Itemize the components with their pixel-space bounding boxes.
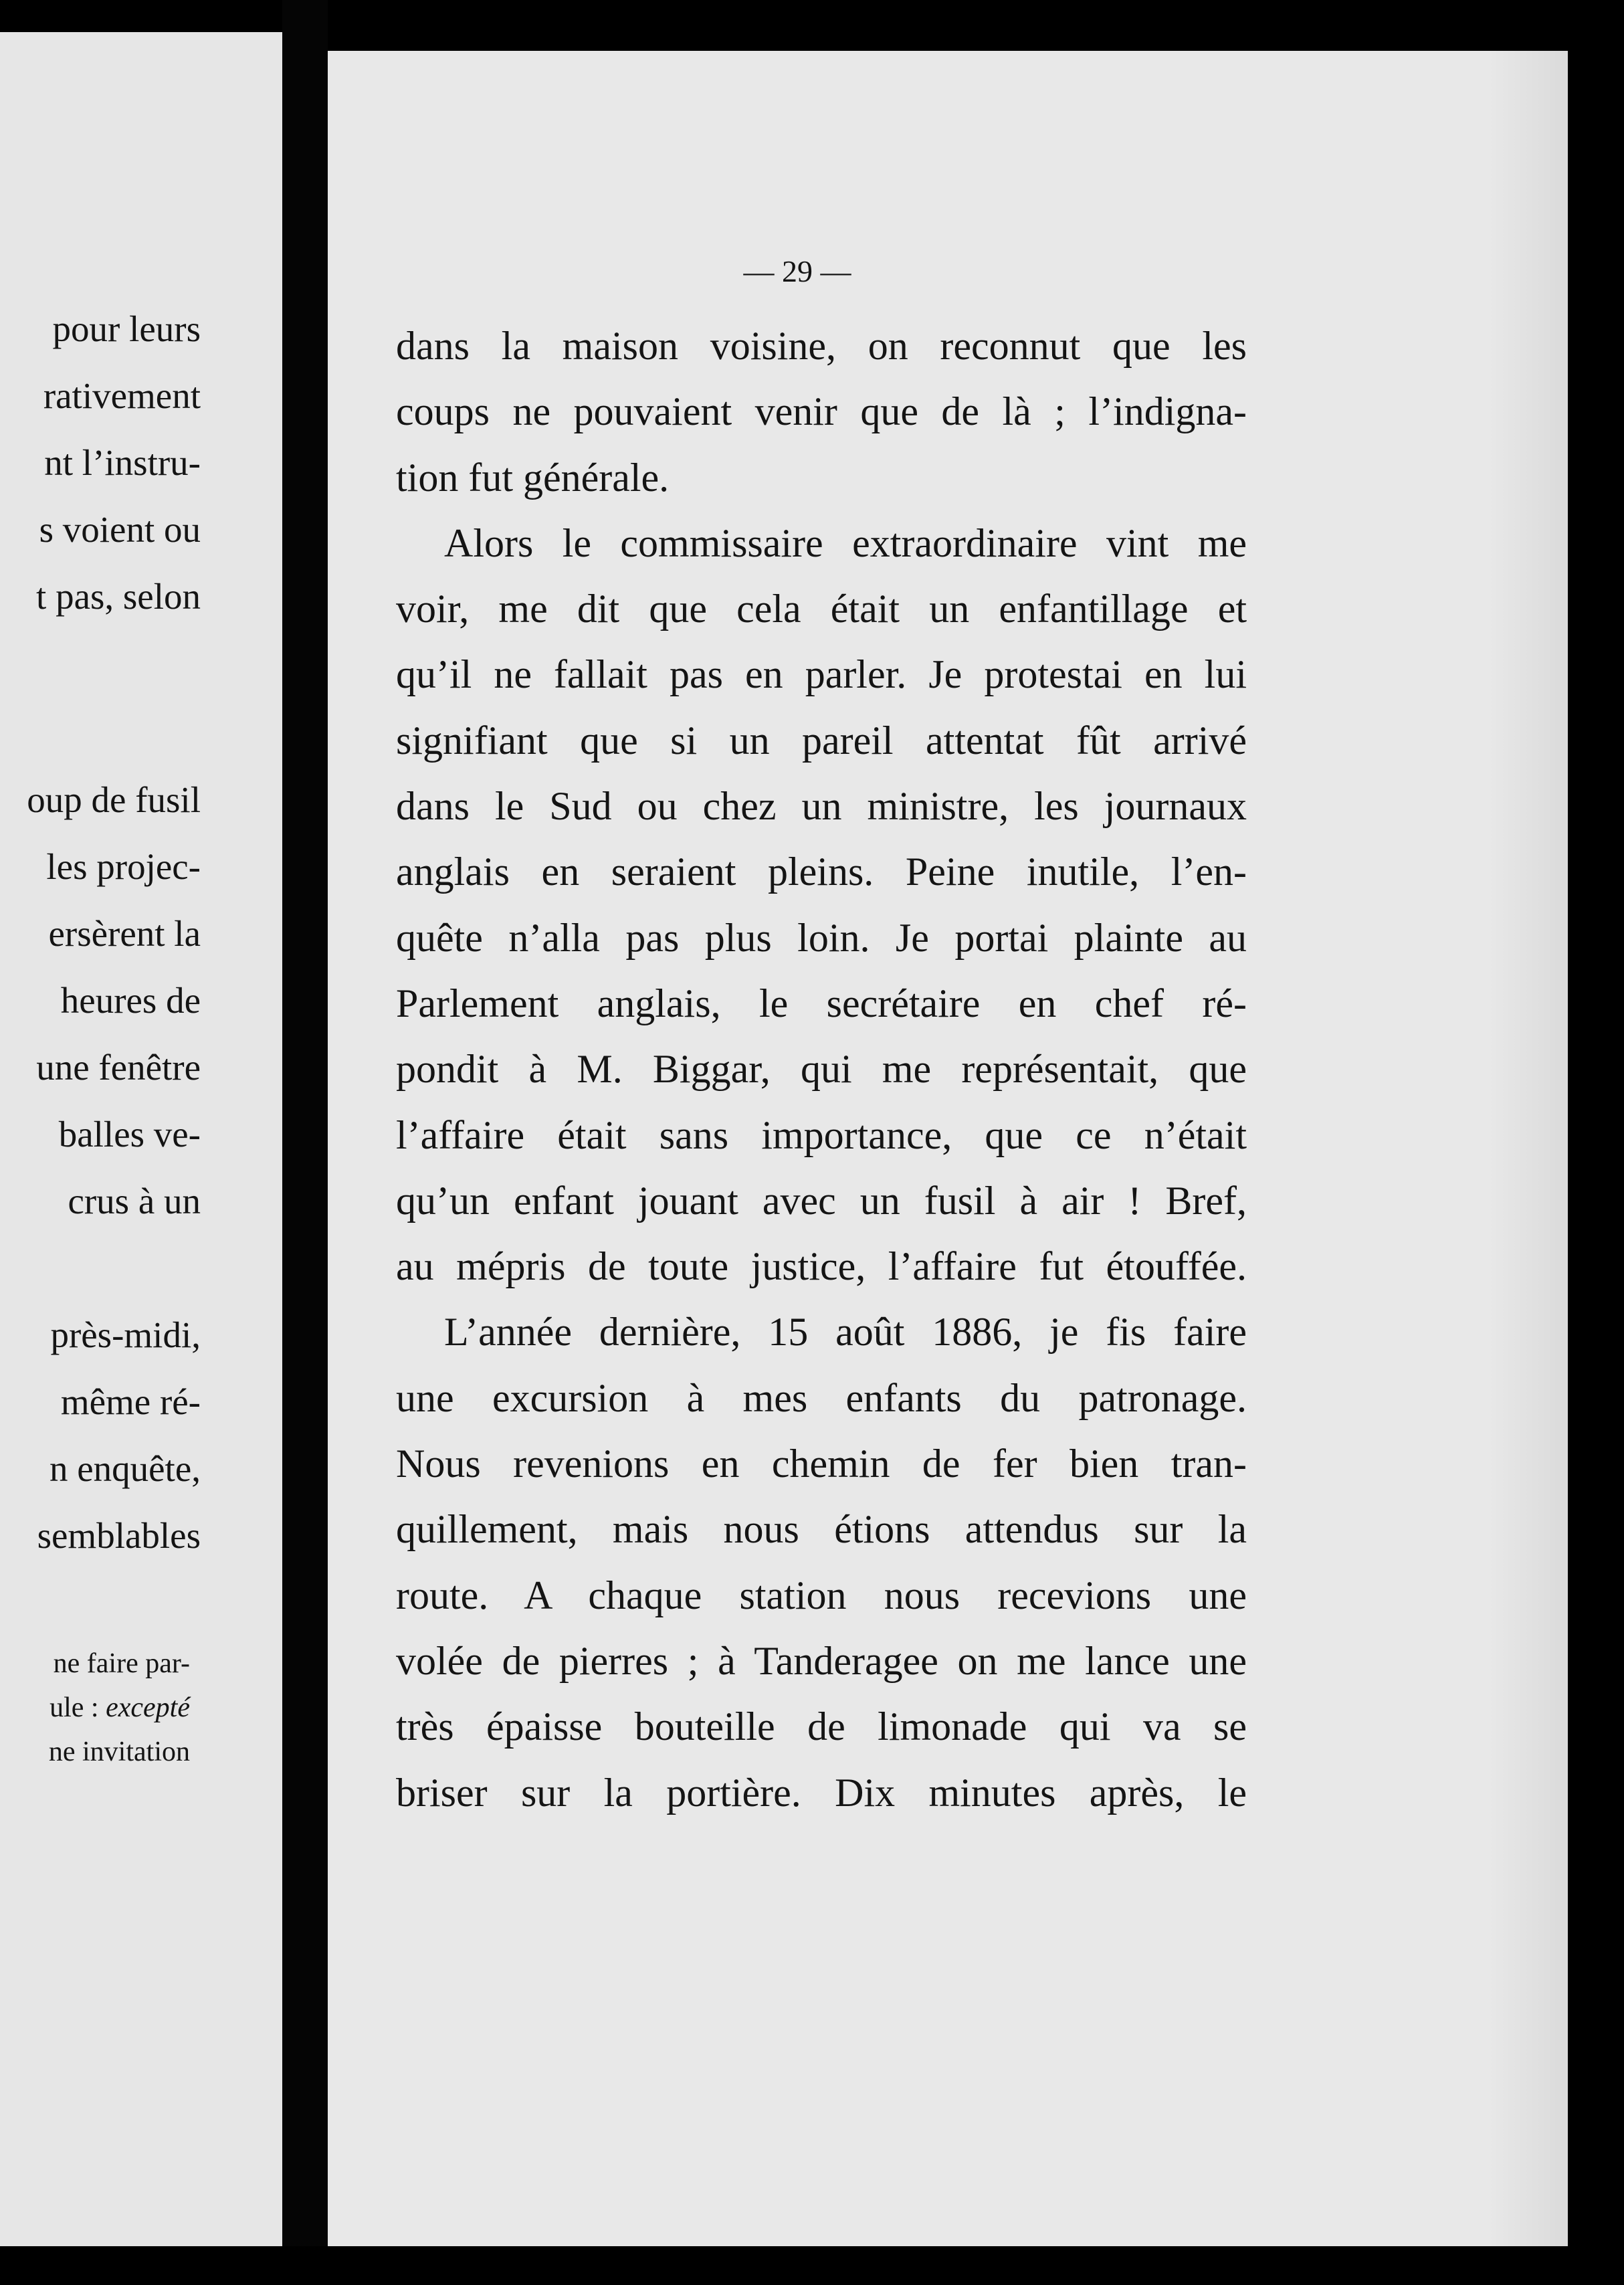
left-page-line: s voient ou: [39, 509, 201, 550]
left-page-footnote-line: [49, 1691, 190, 1724]
text-line: route. A chaque station nous recevions une: [396, 1573, 1247, 1617]
footnote-text: ule :: [49, 1692, 99, 1723]
left-page-line: semblables: [37, 1515, 201, 1556]
text-line: L’année dernière, 15 août 1886, je fis faire: [444, 1310, 1247, 1355]
text-line: signifiant que si un pareil attentat fût arrivé: [396, 718, 1247, 763]
text-line: Nous revenions en chemin de fer bien tran-: [396, 1442, 1247, 1486]
left-page-footnote-line: ne faire par-: [53, 1648, 190, 1679]
left-page-line: ersèrent la: [48, 913, 201, 954]
left-page-line: nt l’instru-: [44, 442, 201, 483]
page-edge-shade: [1488, 51, 1568, 2246]
left-page-line: crus à un: [68, 1181, 201, 1221]
body-text: [396, 313, 1568, 1825]
paragraph: [396, 1299, 1568, 1825]
text-line: très épaisse bouteille de limonade qui va se: [396, 1704, 1247, 1749]
page-number: — 29 —: [743, 254, 851, 288]
text-line: qu’un enfant jouant avec un fusil à air ! Bref,: [396, 1178, 1247, 1223]
text-line: qu’il ne fallait pas en parler. Je protestai en lui: [396, 652, 1247, 697]
book-gutter: [282, 0, 328, 2285]
text-line: quillement, mais nous étions attendus sur la: [396, 1507, 1247, 1552]
text-line: au mépris de toute justice, l’affaire fut étouffée.: [396, 1244, 1247, 1289]
text-line: tion fut générale.: [396, 455, 670, 500]
left-page-line: balles ve-: [58, 1114, 201, 1155]
text-line: voir, me dit que cela était un enfantillage et: [396, 587, 1247, 631]
text-line: Parlement anglais, le secrétaire en chef ré-: [396, 981, 1247, 1025]
left-page-line: rativement: [43, 375, 201, 416]
left-facing-page: [0, 32, 282, 2253]
text-line: Alors le commissaire extraordinaire vint me: [444, 520, 1247, 565]
left-page-line: une fenêtre: [36, 1047, 201, 1088]
text-line: dans la maison voisine, on reconnut que les: [396, 324, 1247, 368]
left-page-line: les projec-: [46, 846, 201, 887]
footnote-italic-text: excepté: [106, 1692, 190, 1723]
left-page-line: n enquête,: [49, 1448, 201, 1489]
text-line: pondit à M. Biggar, qui me représentait, que: [396, 1047, 1247, 1092]
left-page-line: près-midi,: [50, 1314, 201, 1355]
paragraph: [396, 313, 1568, 510]
text-line: anglais en seraient pleins. Peine inutile, l’en-: [396, 850, 1247, 894]
left-page-line: pour leurs: [52, 308, 201, 349]
scan-border: [0, 2246, 1624, 2285]
left-page-footnote-line: ne invitation: [48, 1736, 190, 1767]
left-page-line: oup de fusil: [27, 779, 201, 820]
text-line: une excursion à mes enfants du patronage.: [396, 1375, 1247, 1420]
left-page-line: heures de: [60, 980, 201, 1021]
paragraph: [396, 510, 1568, 1300]
text-line: quête n’alla pas plus loin. Je portai plainte au: [396, 915, 1247, 960]
right-page: [328, 51, 1568, 2246]
text-line: dans le Sud ou chez un ministre, les journaux: [396, 784, 1247, 829]
text-line: coups ne pouvaient venir que de là ; l’indigna-: [396, 389, 1247, 434]
left-page-line: t pas, selon: [36, 576, 201, 617]
left-page-line: même ré-: [60, 1381, 201, 1422]
text-line: l’affaire était sans importance, que ce n’était: [396, 1112, 1247, 1157]
text-line: volée de pierres ; à Tanderagee on me lance une: [396, 1638, 1247, 1683]
text-line: briser sur la portière. Dix minutes après, le: [396, 1770, 1247, 1815]
